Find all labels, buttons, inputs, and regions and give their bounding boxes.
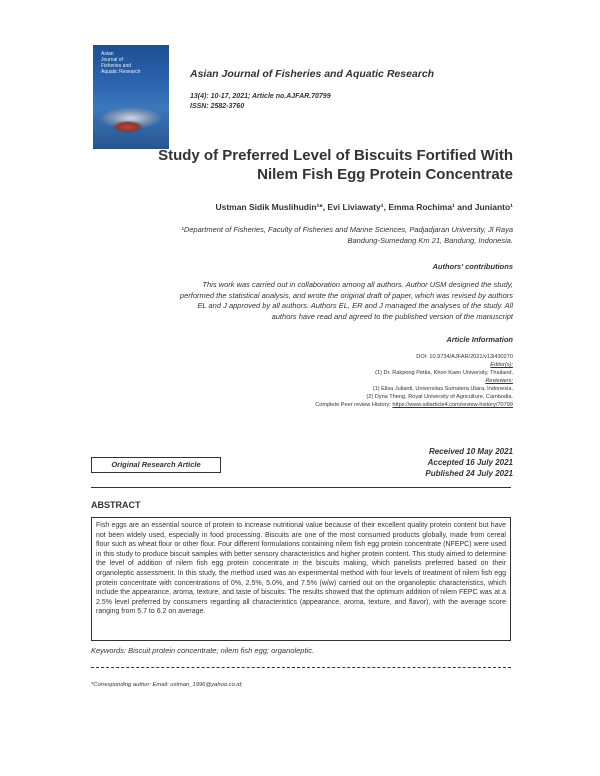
article-info xyxy=(95,353,513,409)
contributions-line3: EL and J approved by all authors. Authors EL, ER and J managed the analyses of the study. All xyxy=(197,301,513,310)
editor: (1) Dr. Rakpong Petka, Khon Kaen University, Thailand. xyxy=(375,370,513,376)
date-received: Received 10 May 2021 xyxy=(428,447,513,456)
paper-title-line2: Nilem Fish Egg Protein Concentrate xyxy=(257,166,513,183)
affiliation-line2: Bandung-Sumedang Km 21, Bandung, Indonesia. xyxy=(347,235,513,245)
journal-volume-info xyxy=(190,92,331,112)
corresponding-author-footnote: *Corresponding author: Email: ustman_1996@yahoo.co.id; xyxy=(91,682,243,688)
journal-cover-image xyxy=(93,45,169,149)
reviewers-label: Reviewers: xyxy=(485,378,513,384)
article-info-heading: Article Information xyxy=(446,335,513,344)
journal-issn: ISSN: 2582-3760 xyxy=(190,103,245,110)
doi: DOI: 10.9734/AJFAR/2021/v13i430270 xyxy=(416,354,513,360)
cover-fish-graphic-secondary xyxy=(113,121,143,133)
footnote-divider xyxy=(91,667,511,668)
divider xyxy=(91,487,511,488)
cover-text-line2: Journal of xyxy=(101,57,123,63)
reviewer-2: (2) Dyna Theng, Royal University of Agriculture, Cambodia. xyxy=(366,394,513,400)
contributions-line4: authors have read and agreed to the published version of the manuscript xyxy=(271,311,513,321)
article-type-box: Original Research Article xyxy=(91,457,221,473)
paper-title xyxy=(95,146,513,184)
cover-text-line1: Asian xyxy=(101,51,114,57)
reviewer-1: (1) Elisa Julianti, Universitas Sumatera Utara, Indonesia. xyxy=(372,386,513,392)
publication-dates xyxy=(300,446,513,479)
contributions-text xyxy=(95,280,513,322)
contributions-line1: This work was carried out in collaboration among all authors. Author USM designed the study, xyxy=(202,280,513,289)
date-accepted: Accepted 16 July 2021 xyxy=(427,458,513,467)
journal-volume: 13(4): 10-17, 2021; Article no.AJFAR.70799 xyxy=(190,93,331,100)
affiliation-line1: ¹Department of Fisheries, Faculty of Fisheries and Marine Sciences, Padjadjaran University, Jl Raya xyxy=(181,225,513,234)
paper-authors: Ustman Sidik Muslihudin¹*, Evi Liviawaty¹, Emma Rochima¹ and Junianto¹ xyxy=(215,202,513,212)
abstract-heading: ABSTRACT xyxy=(91,500,141,510)
review-history xyxy=(95,401,513,409)
contributions-heading: Authors' contributions xyxy=(432,262,513,271)
date-published: Published 24 July 2021 xyxy=(425,469,513,478)
journal-name: Asian Journal of Fisheries and Aquatic Research xyxy=(190,68,435,80)
paper-title-line1: Study of Preferred Level of Biscuits Fortified With xyxy=(158,147,513,164)
cover-text-line3: Fisheries and xyxy=(101,63,132,69)
keywords: Keywords: Biscuit protein concentrate; nilem fish egg; organoleptic. xyxy=(91,646,315,655)
paper-affiliation xyxy=(95,225,513,246)
review-history-link[interactable]: https://www.sdiarticle4.com/review-history/70799 xyxy=(392,402,513,408)
contributions-line2: performed the statistical analysis, and wrote the original draft of paper, which was revised by authors xyxy=(179,290,513,300)
abstract-text: Fish eggs are an essential source of protein to increase nutritional value because of their excellent quality protein content but have not been widely used, especially in food processing. Biscuits are one of the most consumed products globally, made from cereal flour such as wheat flour or other flour. Four different formulations containing nilem fish egg protein concentrate (NFEPC) were used in this study to produce biscuit samples with better sensory characteristics and higher protein content. This study aimed to determine the level of addition of nilem fish egg protein concentrate in the biscuits making, which panelists preferred based on their organoleptic assessment. In this study, the method used was an experimental method with four levels of treatment of nilem fish egg protein concentrate with concentrations of 0%, 2.5%, 5.0%, and 7.5% (w/w) carried out on the organoleptic characteristics, which include the appearance, aroma, texture, and taste of biscuits. The results showed that the optimum addition of nilem FEPC was at a 2.5% level preferred by consumers regarding all characteristics (appearance, aroma, texture, and flavor), with the average score ranging from 5.7 to 6.2 on average. xyxy=(91,517,511,641)
review-history-label: Complete Peer review History: xyxy=(315,402,393,408)
editor-label: Editor(s): xyxy=(490,362,513,368)
cover-text-line4: Aquatic Research xyxy=(101,69,141,75)
